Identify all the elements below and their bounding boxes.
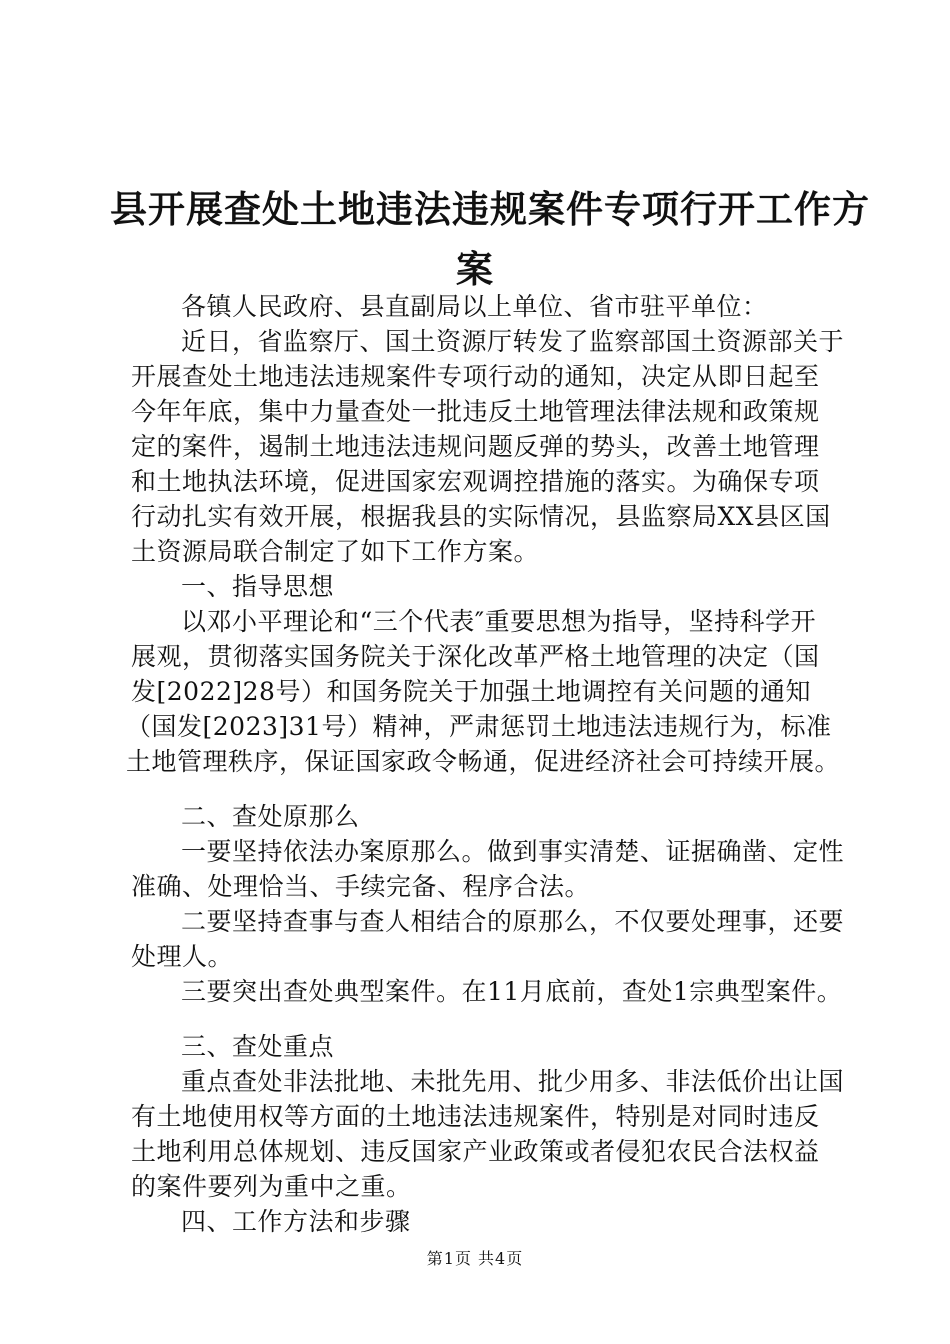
- section-heading: 二、查处原那么: [181, 802, 360, 831]
- body-line: 展观，贯彻落实国务院关于深化改革严格土地管理的决定（国: [131, 642, 820, 671]
- body-line: 重点查处非法批地、未批先用、批少用多、非法低价出让国: [181, 1067, 845, 1096]
- body-line: 和土地执法环境，促进国家宏观调控措施的落实。为确保专项: [131, 467, 820, 496]
- section-heading: 四、工作方法和步骤: [181, 1207, 411, 1236]
- body-line: 一要坚持依法办案原那么。做到事实清楚、证据确凿、定性: [181, 837, 845, 866]
- document-title: [110, 180, 870, 300]
- body-line: 发[2022]28号）和国务院关于加强土地调控有关问题的通知: [131, 677, 811, 706]
- body-line: 以邓小平理论和“三个代表″重要思想为指导，坚持科学开: [181, 607, 817, 636]
- body-line: 行动扎实有效开展，根据我县的实际情况，县监察局XX县区国: [131, 502, 831, 531]
- body-line: 三要突出查处典型案件。在11月底前，查处1宗典型案件。: [181, 977, 843, 1006]
- title-line-1: 县开展查处土地违法违规案件专项行开工作方: [110, 188, 870, 231]
- salutation-line: 各镇人民政府、县直副局以上单位、省市驻平单位：: [181, 292, 768, 321]
- section-heading: 一、指导思想: [181, 572, 335, 601]
- body-line: 定的案件，遏制土地违法违规问题反弹的势头，改善土地管理: [131, 432, 820, 461]
- body-line: 有土地使用权等方面的土地违法违规案件，特别是对同时违反: [131, 1102, 820, 1131]
- body-line: 的案件要列为重中之重。: [131, 1172, 412, 1201]
- page-number: 第1页 共4页: [426, 1249, 524, 1268]
- body-line: 准确、处理恰当、手续完备、程序合法。: [131, 872, 591, 901]
- body-line: 今年年底，集中力量查处一批违反土地管理法律法规和政策规: [131, 397, 820, 426]
- body-line: 处理人。: [131, 942, 234, 971]
- title-line-2: 案: [456, 248, 494, 291]
- section-heading: 三、查处重点: [181, 1032, 335, 1061]
- body-line: 二要坚持查事与查人相结合的原那么，不仅要处理事，还要: [181, 907, 845, 936]
- body-line: 土地管理秩序，保证国家政令畅通，促进经济社会可持续开展。: [126, 747, 841, 776]
- body-line: 近日，省监察厅、国土资源厅转发了监察部国土资源部关于: [181, 327, 845, 356]
- body-line: （国发[2023]31号）精神，严肃惩罚土地违法违规行为，标准: [126, 712, 832, 741]
- body-line: 土资源局联合制定了如下工作方案。: [131, 537, 540, 566]
- body-line: 开展查处土地违法违规案件专项行动的通知，决定从即日起至: [131, 362, 820, 391]
- body-line: 土地利用总体规划、违反国家产业政策或者侵犯农民合法权益: [131, 1137, 820, 1166]
